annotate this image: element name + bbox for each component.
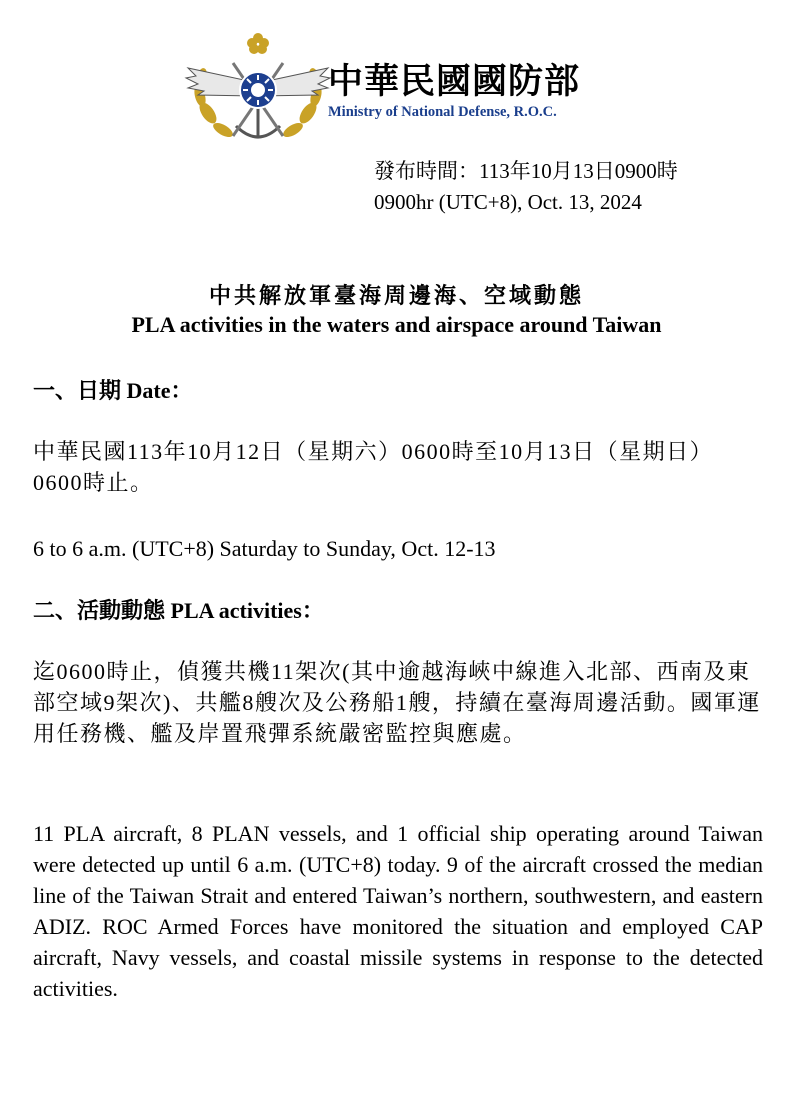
mnd-emblem — [178, 28, 338, 148]
page-title-en: PLA activities in the waters and airspace around Taiwan — [131, 312, 662, 337]
activities-paragraph-cn: 迄0600時止，偵獲共機11架次(其中逾越海峽中線進入北部、西南及東部空域9架次)、共艦8艘次及公務船1艘，持續在臺海周邊活動。國軍運用任務機、艦及岸置飛彈系統嚴密監控與應處。 — [33, 659, 761, 746]
release-time-cn: 發布時間：113年10月13日0900時 — [374, 159, 678, 183]
release-time — [374, 156, 678, 218]
org-name-cn: 中華民國國防部 — [328, 62, 581, 102]
org-name-en: Ministry of National Defense, R.O.C. — [328, 104, 557, 120]
date-heading: 一、日期 Date： — [33, 378, 193, 403]
activities-paragraph-en: 11 PLA aircraft, 8 PLAN vessels, and 1 official ship operating around Taiwan were detected up until 6 a.m. (UTC+8) today. 9 of the aircraft crossed the median line of the Taiwan Strait and entered Taiwan’s northern, southwestern, and eastern ADIZ. ROC Armed Forces have monitored the situation and employed CAP aircraft, Navy vessels, and coastal missile systems in response to the detected activities. — [33, 821, 763, 1001]
activities-heading: 二、活動動態 PLA activities： — [33, 598, 324, 623]
sun-icon — [251, 83, 265, 97]
plum-blossom-icon — [247, 33, 269, 54]
page-title-cn: 中共解放軍臺海周邊海、空域動態 — [208, 283, 584, 308]
date-paragraph-cn: 中華民國113年10月12日（星期六）0600時至10月13日（星期日）0600時止。 — [33, 439, 714, 495]
release-time-en: 0900hr (UTC+8), Oct. 13, 2024 — [374, 190, 642, 214]
date-paragraph-en: 6 to 6 a.m. (UTC+8) Saturday to Sunday, Oct. 12-13 — [33, 536, 496, 561]
emblem-icon — [178, 28, 338, 148]
